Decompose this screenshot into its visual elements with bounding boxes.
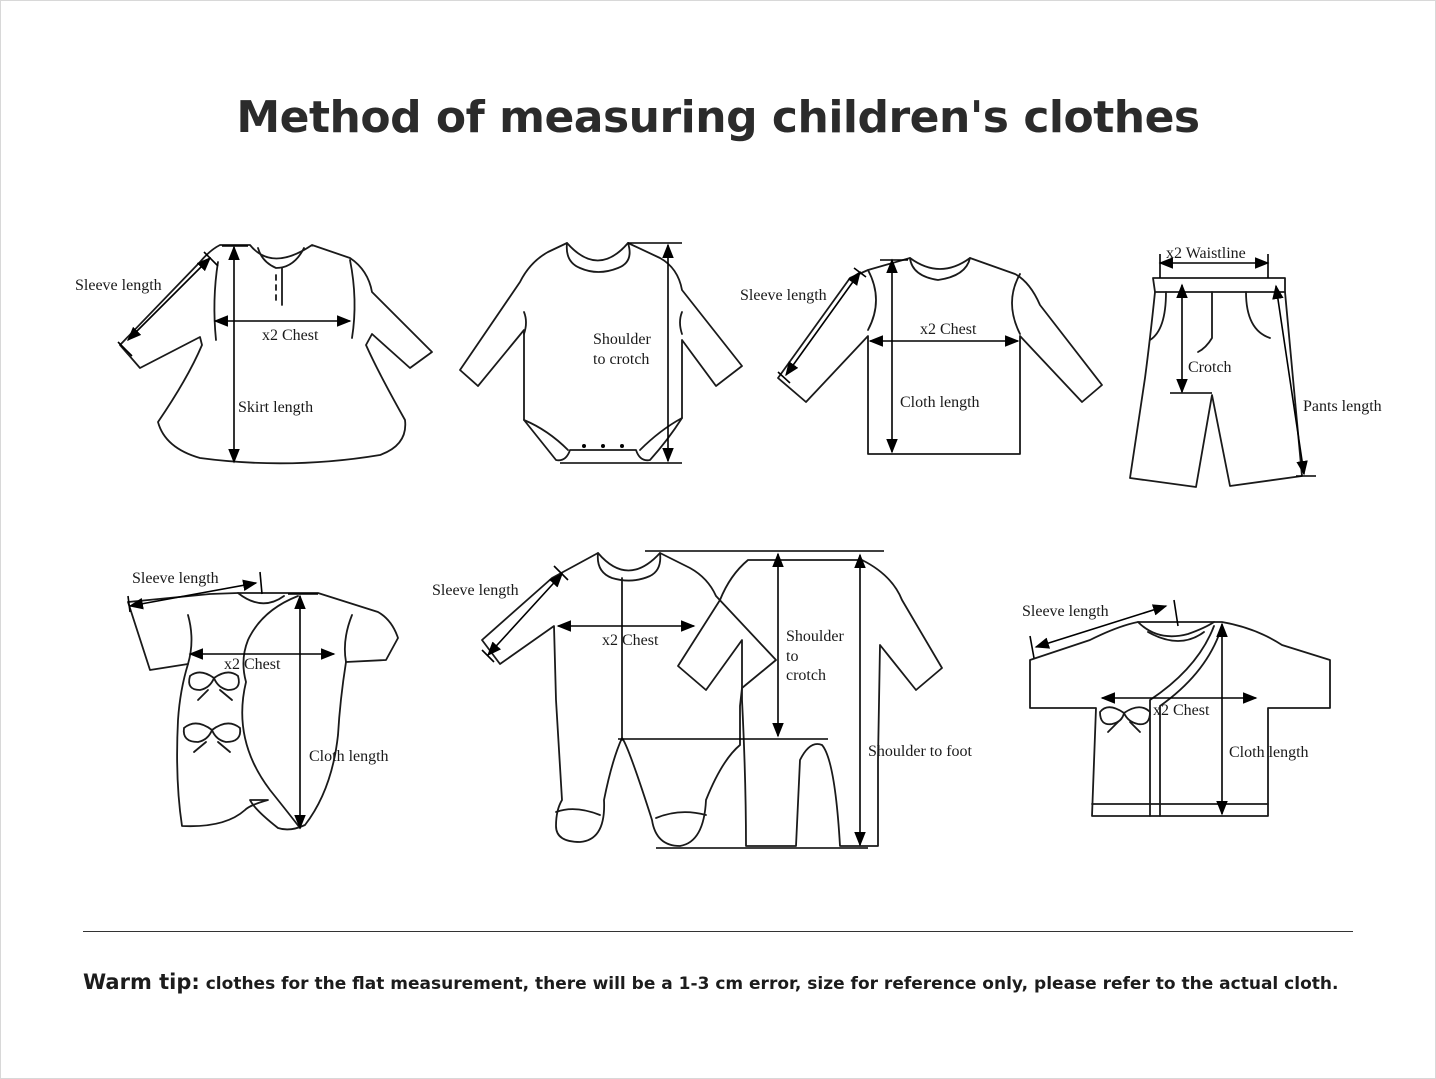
kimono-cloth-length-label: Cloth length: [1229, 744, 1309, 761]
footie-sleeve-length-label: Sleeve length: [432, 582, 519, 599]
kimono-chest-label: x2 Chest: [1153, 702, 1210, 719]
footie-chest-label: x2 Chest: [602, 632, 659, 649]
divider: [83, 931, 1353, 932]
shirt-garment: [740, 258, 1102, 454]
dress-chest-label: x2 Chest: [262, 327, 319, 344]
footie-shoulder-label-3: crotch: [786, 667, 826, 684]
footie-shoulder-label-1: Shoulder: [786, 628, 844, 645]
warm-tip: [83, 970, 1338, 994]
shirt-cloth-length-label: Cloth length: [900, 394, 980, 411]
dress-garment: [75, 245, 432, 463]
bodysuit-garment: [460, 243, 742, 463]
pants-garment: [1130, 245, 1382, 487]
footie-shoulder-to-foot-label: Shoulder to foot: [868, 743, 972, 760]
footie-shoulder-label-2: to: [786, 648, 799, 665]
pants-length-label: Pants length: [1303, 398, 1382, 415]
romper-chest-label: x2 Chest: [224, 656, 281, 673]
footie-garment: [432, 551, 973, 848]
warm-tip-body: clothes for the flat measurement, there will be a 1-3 cm error, size for reference only, please refer to the actual cloth.: [199, 974, 1339, 994]
romper-cloth-length-label: Cloth length: [309, 748, 389, 765]
dress-sleeve-length-label: Sleeve length: [75, 277, 162, 294]
shirt-chest-label: x2 Chest: [920, 321, 977, 338]
page-title: Method of measuring children's clothes: [236, 92, 1200, 143]
pants-waistline-label: x2 Waistline: [1166, 245, 1246, 262]
romper-garment: [128, 570, 398, 829]
kimono-sleeve-length-label: Sleeve length: [1022, 603, 1109, 620]
romper-sleeve-length-label: Sleeve length: [132, 570, 219, 587]
bodysuit-shoulder-label-2: to crotch: [593, 351, 650, 368]
pants-crotch-label: Crotch: [1188, 359, 1232, 376]
kimono-garment: [1022, 600, 1330, 816]
shirt-sleeve-length-label: Sleeve length: [740, 287, 827, 304]
bodysuit-shoulder-label-1: Shoulder: [593, 331, 651, 348]
dress-skirt-length-label: Skirt length: [238, 399, 314, 416]
warm-tip-lead: Warm tip:: [83, 970, 200, 994]
